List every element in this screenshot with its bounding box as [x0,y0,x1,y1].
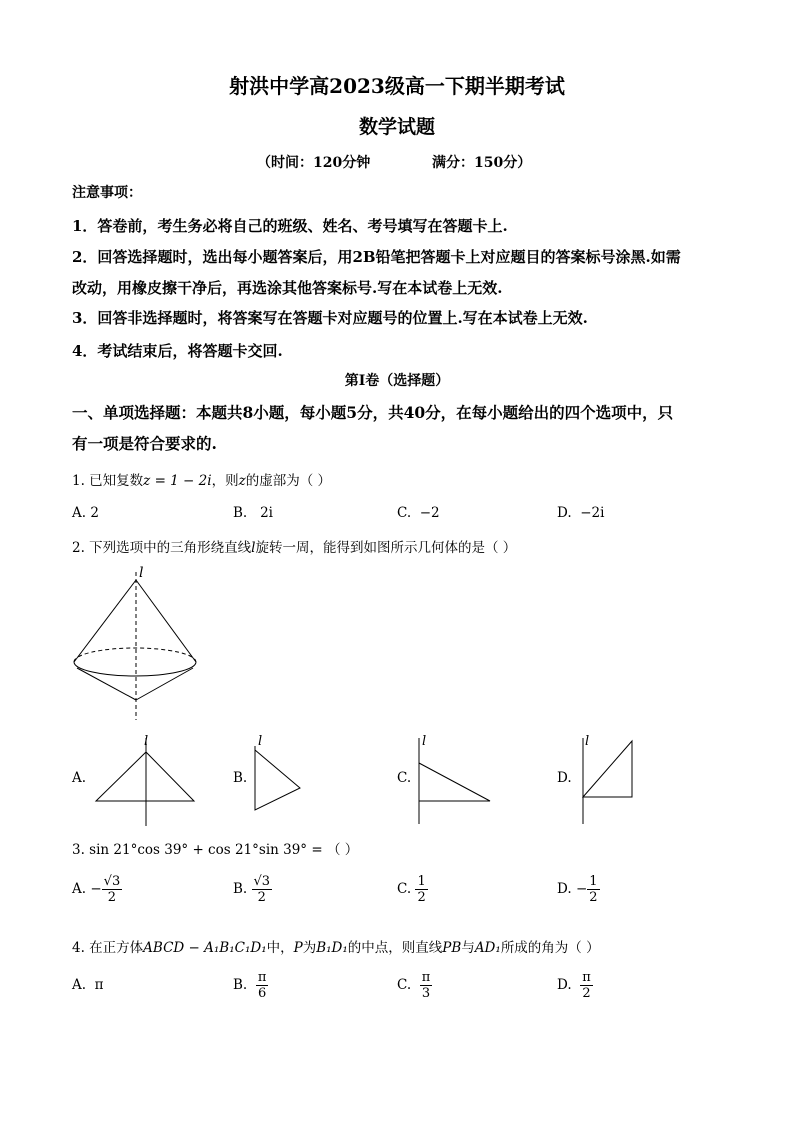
upper-cone-right-edge [136,580,196,662]
q4-mid4: 与 [461,940,475,956]
section-instruction-line1: 一、单项选择题：本题共8小题，每小题5分，共40分，在每小题给出的四个选项中，只 [72,403,674,422]
q4-suffix: 所成的角为（ ） [500,940,600,956]
q4-point-p: P [293,940,303,956]
q3-option-b-num: √3 [253,874,271,889]
q3-option-c-label: C. [397,881,412,897]
notice-item-3: 3．回答非选择题时，将答案写在答题卡对应题号的位置上.写在本试卷上无效. [72,309,588,327]
q2-var: l [251,540,256,556]
subject-title: 数学试题 [358,116,435,138]
q1-var: z [238,473,246,489]
base-ellipse-back [74,648,196,662]
lower-cone-right-edge [136,668,193,700]
q2-option-a-figure [92,738,202,828]
q1-option-b-value: 2i [260,505,274,521]
q4-option-d[interactable] [557,970,593,1001]
notice-item-4: 4．考试结束后，将答题卡交回. [72,342,283,360]
q1-option-d-label: D. [557,505,572,521]
q1-suffix: 的虚部为（ ） [245,473,331,489]
notice-item-2-cont: 改动，用橡皮擦干净后，再选涂其他答案标号.写在本试卷上无效. [72,279,503,297]
q1-option-a[interactable] [72,505,99,521]
figure-axis-label: l [139,565,144,581]
q2-option-b[interactable]: B. [233,770,248,786]
q4-option-a-label: A. [72,977,87,993]
q3-option-b-den: 2 [257,890,266,905]
q4-mid3: 的中点，则直线 [347,940,443,956]
q4-prefix: 4. 在正方体 [72,940,144,956]
lower-cone-left-edge [77,668,136,700]
q4-line-ad1: AD₁ [474,940,501,956]
notice-heading: 注意事项： [72,185,142,201]
upper-cone-left-edge [74,580,136,662]
q1-option-c-label: C. [397,505,412,521]
q4-mid1: 中， [266,940,294,956]
q3-option-a-den: 2 [107,890,117,905]
q2-prefix: 2. 下列选项中的三角形绕直线 [72,540,252,556]
q3-option-d-num: 1 [589,874,598,889]
q4-cube: ABCD − A₁B₁C₁D₁ [143,940,267,956]
q4-option-c-fraction [420,970,433,1001]
q2-option-b-axis-label: l [258,734,263,749]
q3-option-d-fraction [587,874,599,905]
q4-option-d-num: π [582,970,591,985]
q4-option-a[interactable] [72,977,104,993]
score-info: 满分：150分） [432,155,532,171]
time-info: （时间：120分钟 [257,155,371,171]
q2-option-d-figure [575,738,645,828]
q4-option-b-den: 6 [257,986,267,1001]
q4-option-b[interactable] [233,970,268,1001]
q1-option-d-value: −2i [580,505,605,521]
q2-option-a[interactable]: A. [72,770,87,786]
q2-option-c-axis-label: l [422,734,427,749]
q4-option-d-label: D. [557,977,572,993]
q3-option-c-num: 1 [417,874,426,889]
q4-option-b-fraction [256,970,269,1001]
q2-option-d-axis-label: l [585,734,590,749]
q3-option-c-den: 2 [417,890,426,905]
q3-option-d[interactable] [557,874,600,905]
q3-option-b-label: B. [233,881,248,897]
q2-suffix: 旋转一周，能得到如图所示几何体的是（ ） [255,540,517,556]
q1-option-b[interactable] [233,505,273,521]
q2-option-b-figure [250,738,310,828]
q2-option-a-axis-label: l [144,734,149,749]
q4-option-c-den: 3 [421,986,431,1001]
q3-option-d-sign: − [575,881,588,897]
base-ellipse-front [74,662,196,676]
q1-option-c[interactable] [397,505,440,521]
q2-option-c[interactable]: C. [397,770,412,786]
q4-segment: B₁D₁ [316,940,348,956]
q1-option-d[interactable] [557,505,604,521]
question-2-stem [72,536,516,556]
q4-option-c-label: C. [397,977,412,993]
q1-option-a-label: A. 2 [72,505,99,521]
q4-option-d-den: 2 [582,986,591,1001]
q4-option-d-fraction [580,970,593,1001]
notice-item-2: 2．回答选择题时，选出每小题答案后，用2B铅笔把答题卡上对应题目的答案标号涂黑.如需 [72,248,681,266]
q1-formula: z = 1 − 2i [143,473,212,489]
question-4-stem [72,936,600,956]
q4-line-pb: PB [442,940,462,956]
q4-option-a-value: π [94,977,104,993]
q3-option-c[interactable] [397,874,428,905]
exam-title: 射洪中学高2023级高一下期半期考试 [229,74,565,98]
q3-option-b-fraction [252,874,273,905]
q4-mid2: 为 [302,940,317,956]
question-3-stem: 3. sin 21°cos 39° + cos 21°sin 39° = （ ） [72,842,359,858]
question-1-stem [72,469,331,489]
q1-option-b-label: B. [233,505,248,521]
q3-option-a-label: A. [72,881,87,897]
q1-option-c-value: −2 [419,505,440,521]
q3-option-d-label: D. [557,881,572,897]
section-instruction-line2: 有一项是符合要求的. [72,434,217,453]
part1-heading: 第Ⅰ卷（选择题） [344,373,450,389]
q3-option-a-num: √3 [103,874,121,889]
q4-option-b-num: π [257,970,267,985]
double-cone-figure [60,560,210,725]
q2-option-c-figure [412,738,502,828]
q3-option-c-fraction [415,874,427,905]
q2-option-d[interactable]: D. [557,770,572,786]
q3-option-b[interactable] [233,874,272,905]
q3-option-a-fraction [102,874,123,905]
q4-option-c[interactable] [397,970,432,1001]
q3-option-a-sign: − [90,881,102,897]
q3-option-d-den: 2 [589,890,598,905]
q4-option-b-label: B. [233,977,248,993]
q1-prefix: 1. 已知复数 [72,473,144,489]
notice-item-1: 1．答卷前，考生务必将自己的班级、姓名、考号填写在答题卡上. [72,217,508,235]
q3-option-a[interactable] [72,874,122,905]
q1-middle: ，则 [211,473,239,489]
q4-option-c-num: π [421,970,431,985]
